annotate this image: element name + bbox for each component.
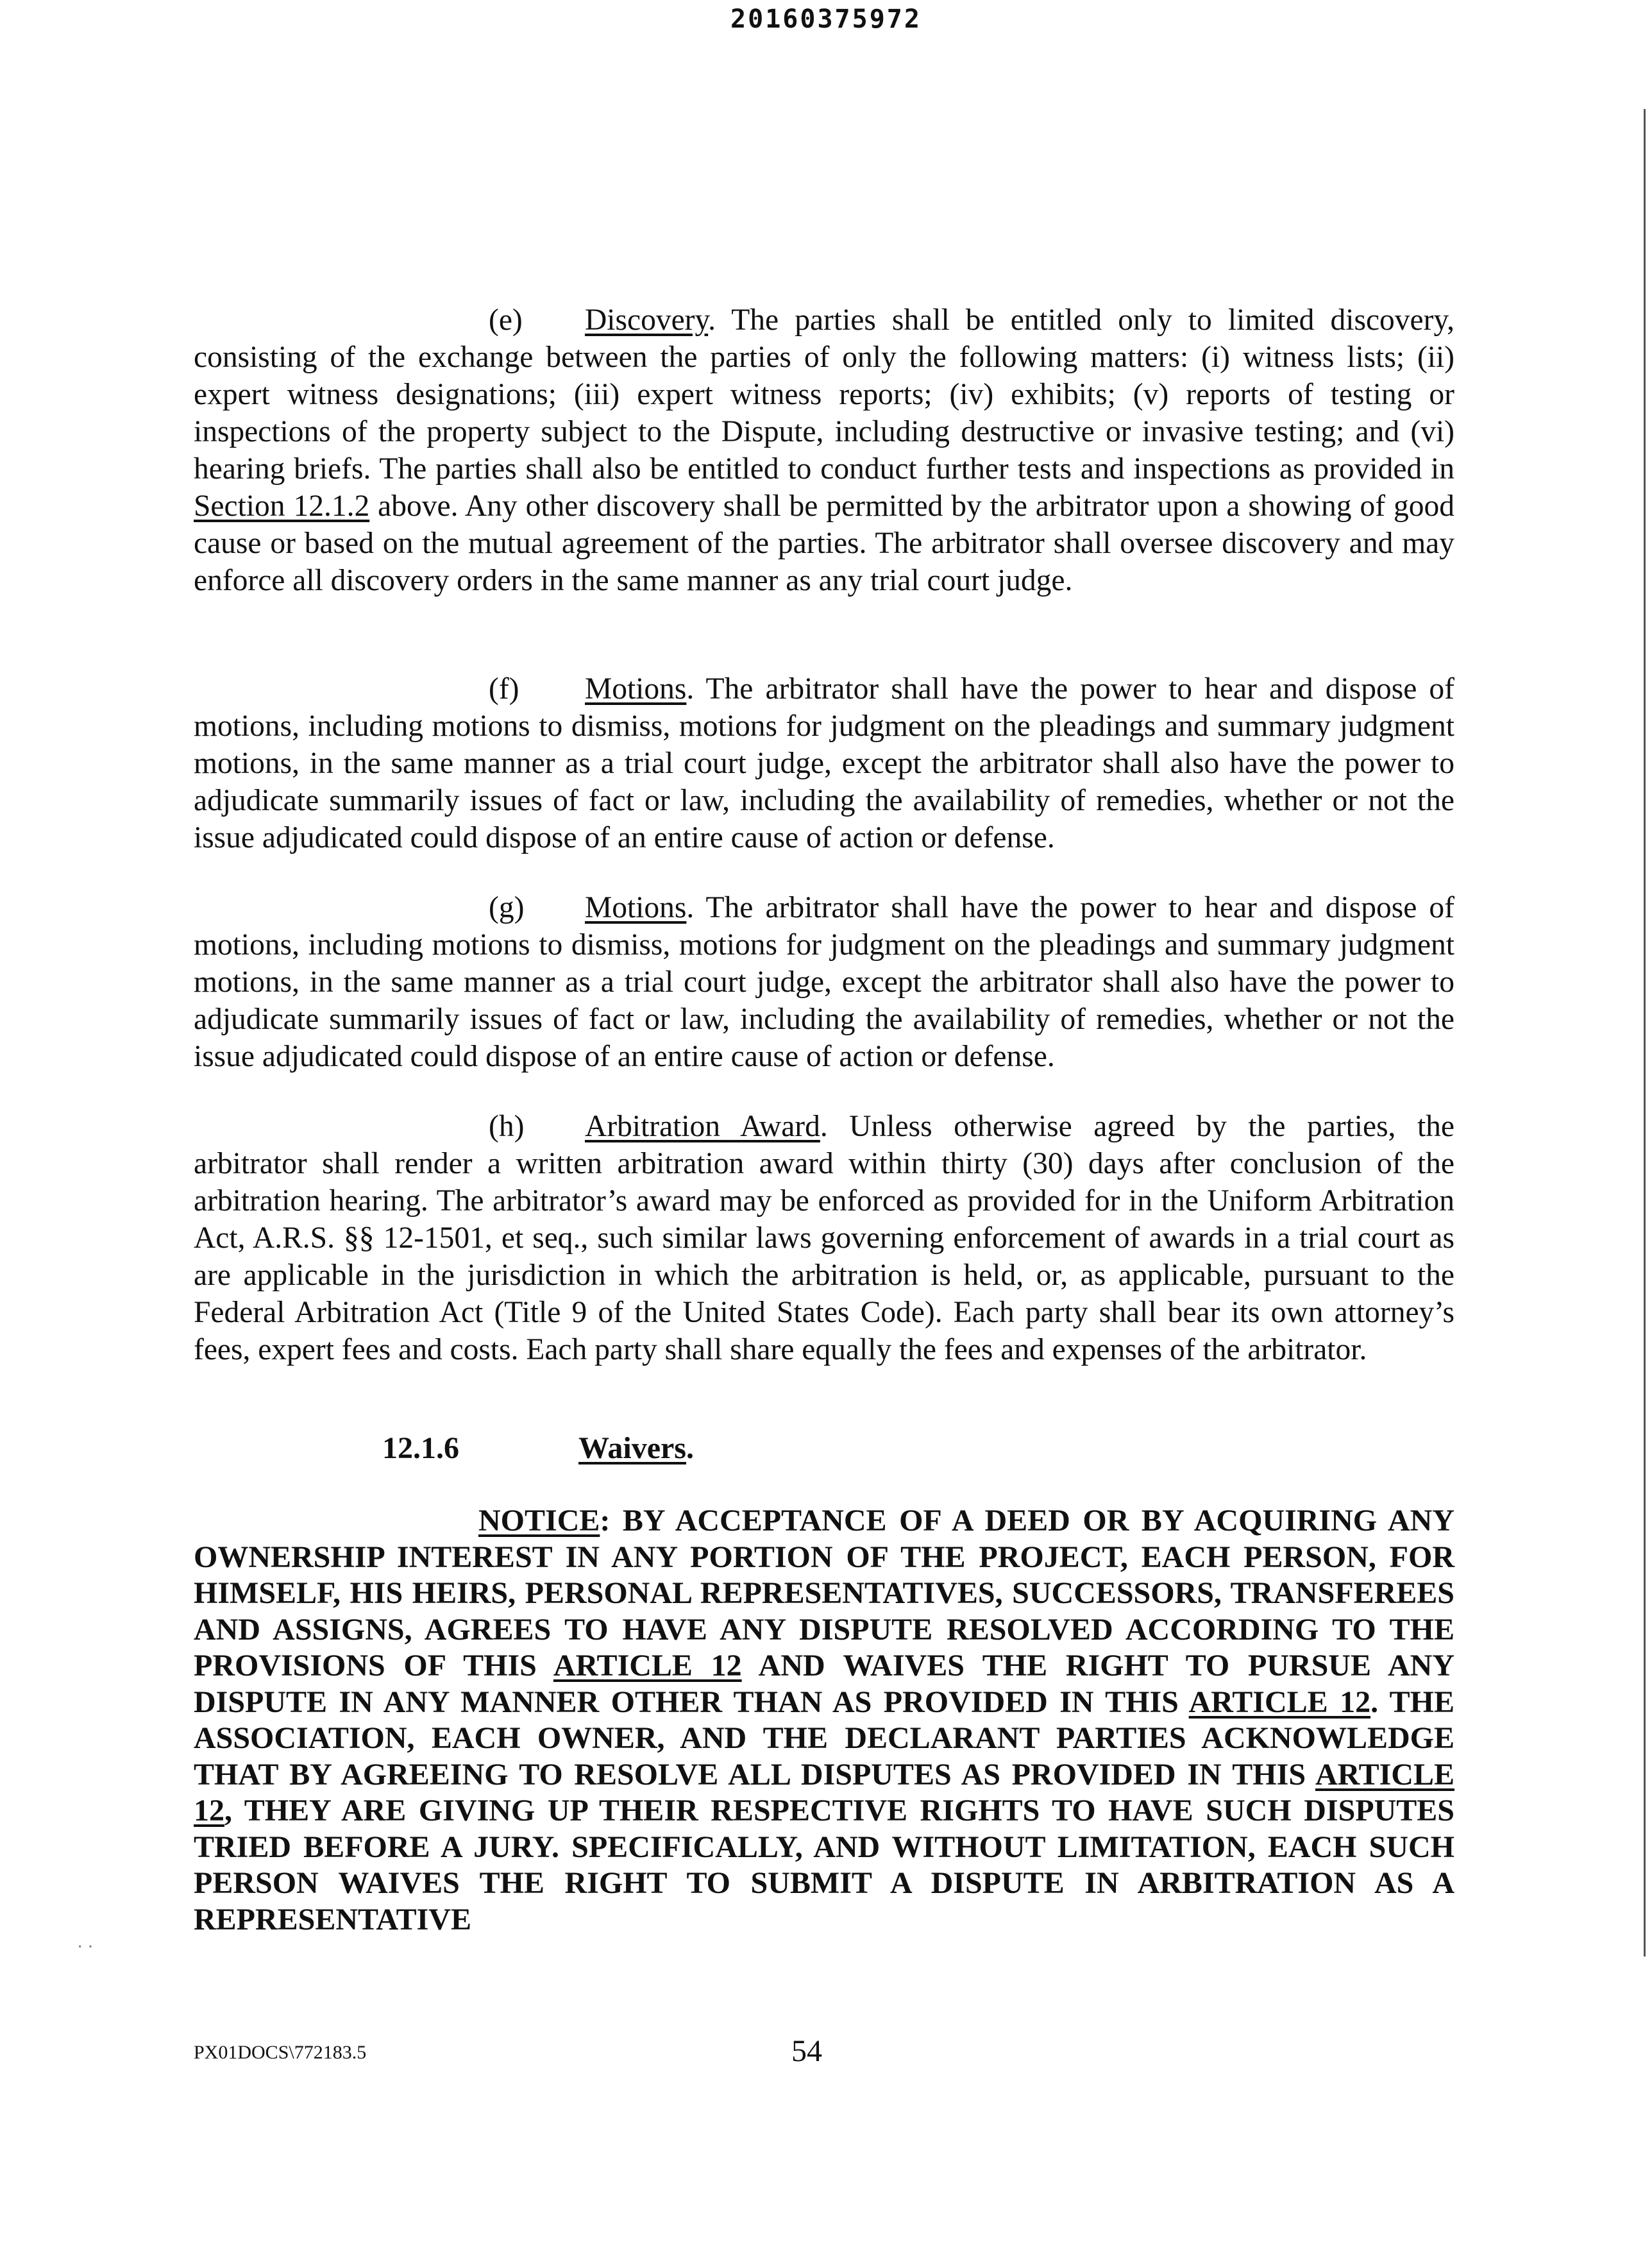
notice-text-part-1: : BY ACCEPTANCE OF A DEED OR BY ACQUIRING ANY OWNERSHIP INTEREST IN ANY PORTION OF THE PROJECT, EACH PERSON, FOR HIMSELF, HIS HEIRS, PERSONAL REPRESENTATIVES, SUCCESSORS, TRANSFEREES AND ASSIGNS, AGREES TO HAVE ANY DISPUTE RESOLVED ACCORDING TO THE PROVISIONS OF THIS xyxy=(194,1504,1454,1683)
right-margin-rule xyxy=(1644,109,1646,1957)
notice-text-part-4: , THEY ARE GIVING UP THEIR RESPECTIVE RIGHTS TO HAVE SUCH DISPUTES TRIED BEFORE A JURY. SPECIFICALLY, AND WITHOUT LIMITATION, EACH SUCH PERSON WAIVES THE RIGHT TO SUBMIT A DISPUTE IN ARBITRATION AS A REPRESENTATIVE xyxy=(194,1794,1454,1937)
paragraph-title: Discovery xyxy=(585,303,709,337)
footer-page-number: 54 xyxy=(791,2034,822,2068)
paragraph-marker: (h) xyxy=(489,1110,525,1143)
section-title-suffix: . xyxy=(686,1431,694,1465)
publication-number: 20160375972 xyxy=(730,4,922,34)
paragraph-marker: (f) xyxy=(489,672,519,706)
notice-label: NOTICE xyxy=(478,1504,600,1538)
notice-paragraph xyxy=(194,1503,1454,1938)
section-title: Waivers xyxy=(578,1431,686,1465)
paragraph-text-continued: above. Any other discovery shall be permitted by the arbitrator upon a showing of good cause or based on the mutual agreement of the parties. The arbitrator shall oversee discovery and may enforce all discovery orders in the same manner as any trial court judge. xyxy=(194,489,1454,597)
paragraph-text: . The arbitrator shall have the power to hear and dispose of motions, including motions to dismiss, motions for judgment on the pleadings and summary judgment motions, in the same manner as a trial court judge, except the arbitrator shall also have the power to adjudicate summarily issues of fact or law, including the availability of remedies, whether or not the issue adjudicated could dispose of an entire cause of action or defense. xyxy=(194,672,1454,854)
paragraph-title: Arbitration Award xyxy=(585,1110,820,1143)
paragraph-e-discovery xyxy=(194,301,1454,599)
paragraph-text: . Unless otherwise agreed by the parties, the arbitrator shall render a written arbitration award within thirty (30) days after conclusion of the arbitration hearing. The arbitrator’s award may be enforced as provided for in the Uniform Arbitration Act, A.R.S. §§ 12-1501, et seq., such similar laws governing enforcement of awards in a trial court as are applicable in the jurisdiction in which the arbitration is held, or, as applicable, pursuant to the Federal Arbitration Act (Title 9 of the United States Code). Each party shall bear its own attorney’s fees, expert fees and costs. Each party shall share equally the fees and expenses of the arbitrator. xyxy=(194,1110,1454,1366)
paragraph-g-motions xyxy=(194,889,1454,1075)
article-reference-3: ARTICLE 12 xyxy=(194,1757,1454,1828)
footer-document-id: PX01DOCS\772183.5 xyxy=(194,2042,367,2063)
paragraph-f-motions xyxy=(194,670,1454,856)
paragraph-text: . The parties shall be entitled only to limited discovery, consisting of the exchange between the parties of only the following matters: (i) witness lists; (ii) expert witness designations; (iii) expert witness reports; (iv) exhibits; (v) reports of testing or inspections of the property subject to the Dispute, including destructive or invasive testing; and (vi) hearing briefs. The parties shall also be entitled to conduct further tests and inspections as provided in xyxy=(194,303,1454,486)
article-reference-1: ARTICLE 12 xyxy=(553,1649,742,1683)
paragraph-marker: (g) xyxy=(489,891,525,924)
section-number: 12.1.6 xyxy=(382,1431,459,1465)
scan-speck: · · xyxy=(77,1937,94,1957)
paragraph-title: Motions xyxy=(585,891,687,924)
paragraph-h-arbitration-award xyxy=(194,1108,1454,1368)
paragraph-title: Motions xyxy=(585,672,687,706)
section-heading-waivers xyxy=(382,1429,694,1468)
notice-text-part-2: AND WAIVES THE RIGHT TO PURSUE ANY DISPUTE IN ANY MANNER OTHER THAN AS PROVIDED IN THIS xyxy=(194,1649,1455,1719)
paragraph-marker: (e) xyxy=(489,303,523,337)
article-reference-2: ARTICLE 12 xyxy=(1188,1685,1371,1719)
section-reference-link: Section 12.1.2 xyxy=(194,489,370,523)
paragraph-text: . The arbitrator shall have the power to hear and dispose of motions, including motions to dismiss, motions for judgment on the pleadings and summary judgment motions, in the same manner as a trial court judge, except the arbitrator shall also have the power to adjudicate summarily issues of fact or law, including the availability of remedies, whether or not the issue adjudicated could dispose of an entire cause of action or defense. xyxy=(194,891,1454,1073)
notice-text-part-3: . THE ASSOCIATION, EACH OWNER, AND THE DECLARANT PARTIES ACKNOWLEDGE THAT BY AGREEING TO RESOLVE ALL DISPUTES AS PROVIDED IN THIS xyxy=(194,1685,1455,1792)
